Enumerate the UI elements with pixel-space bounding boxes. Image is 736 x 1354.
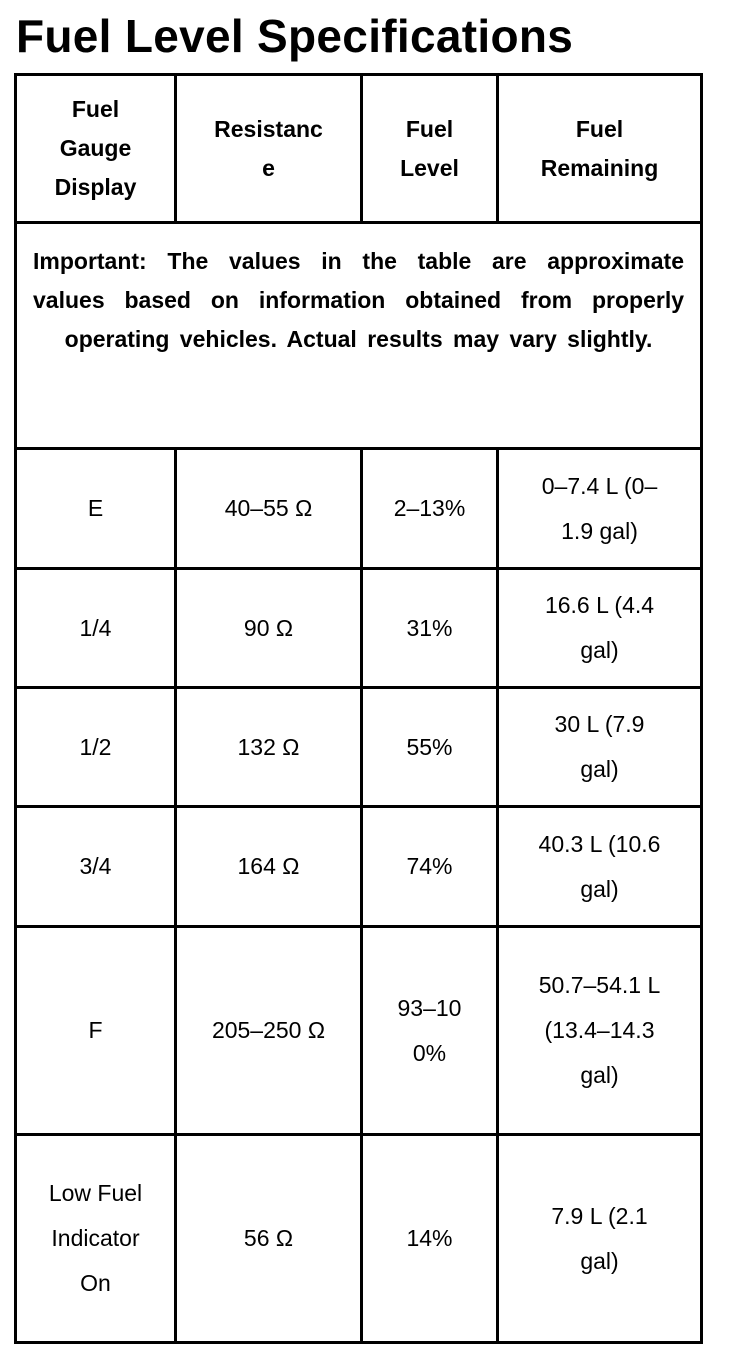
table-row xyxy=(16,1135,702,1343)
header-row xyxy=(16,75,702,223)
table-row xyxy=(16,807,702,927)
cell-display: E xyxy=(16,449,176,569)
cell-display: F xyxy=(16,927,176,1135)
cell-display: Low Fuel Indicator On xyxy=(16,1135,176,1343)
cell-display: 3/4 xyxy=(16,807,176,927)
page-title: Fuel Level Specifications xyxy=(16,10,574,62)
cell-display: 1/4 xyxy=(16,569,176,688)
fuel-spec-table xyxy=(14,73,703,1344)
cell-remaining: 30 L (7.9 gal) xyxy=(498,688,702,807)
cell-resistance: 205–250 Ω xyxy=(176,927,362,1135)
cell-remaining: 40.3 L (10.6 gal) xyxy=(498,807,702,927)
header-fuel-level: Fuel Level xyxy=(362,75,498,223)
table-row xyxy=(16,449,702,569)
cell-resistance: 56 Ω xyxy=(176,1135,362,1343)
cell-resistance: 40–55 Ω xyxy=(176,449,362,569)
note-row xyxy=(16,223,702,449)
cell-resistance: 164 Ω xyxy=(176,807,362,927)
header-resistance: Resistance xyxy=(176,75,362,223)
cell-remaining: 16.6 L (4.4 gal) xyxy=(498,569,702,688)
table-row xyxy=(16,688,702,807)
cell-remaining: 0–7.4 L (0–1.9 gal) xyxy=(498,449,702,569)
cell-remaining: 50.7–54.1 L (13.4–14.3 gal) xyxy=(498,927,702,1135)
cell-resistance: 132 Ω xyxy=(176,688,362,807)
header-fuel-gauge-display: Fuel Gauge Display xyxy=(16,75,176,223)
cell-level: 2–13% xyxy=(362,449,498,569)
cell-level: 55% xyxy=(362,688,498,807)
cell-remaining: 7.9 L (2.1 gal) xyxy=(498,1135,702,1343)
cell-display: 1/2 xyxy=(16,688,176,807)
header-fuel-remaining: Fuel Remaining xyxy=(498,75,702,223)
cell-resistance: 90 Ω xyxy=(176,569,362,688)
cell-level: 93–100% xyxy=(362,927,498,1135)
important-note: Important: The values in the table are approximate values based on information obtained from properly operating vehicles. Actual results may vary slightly. xyxy=(33,248,684,352)
cell-level: 74% xyxy=(362,807,498,927)
cell-level: 31% xyxy=(362,569,498,688)
important-note-cell xyxy=(16,223,702,449)
table-row xyxy=(16,927,702,1135)
cell-level: 14% xyxy=(362,1135,498,1343)
table-row xyxy=(16,569,702,688)
